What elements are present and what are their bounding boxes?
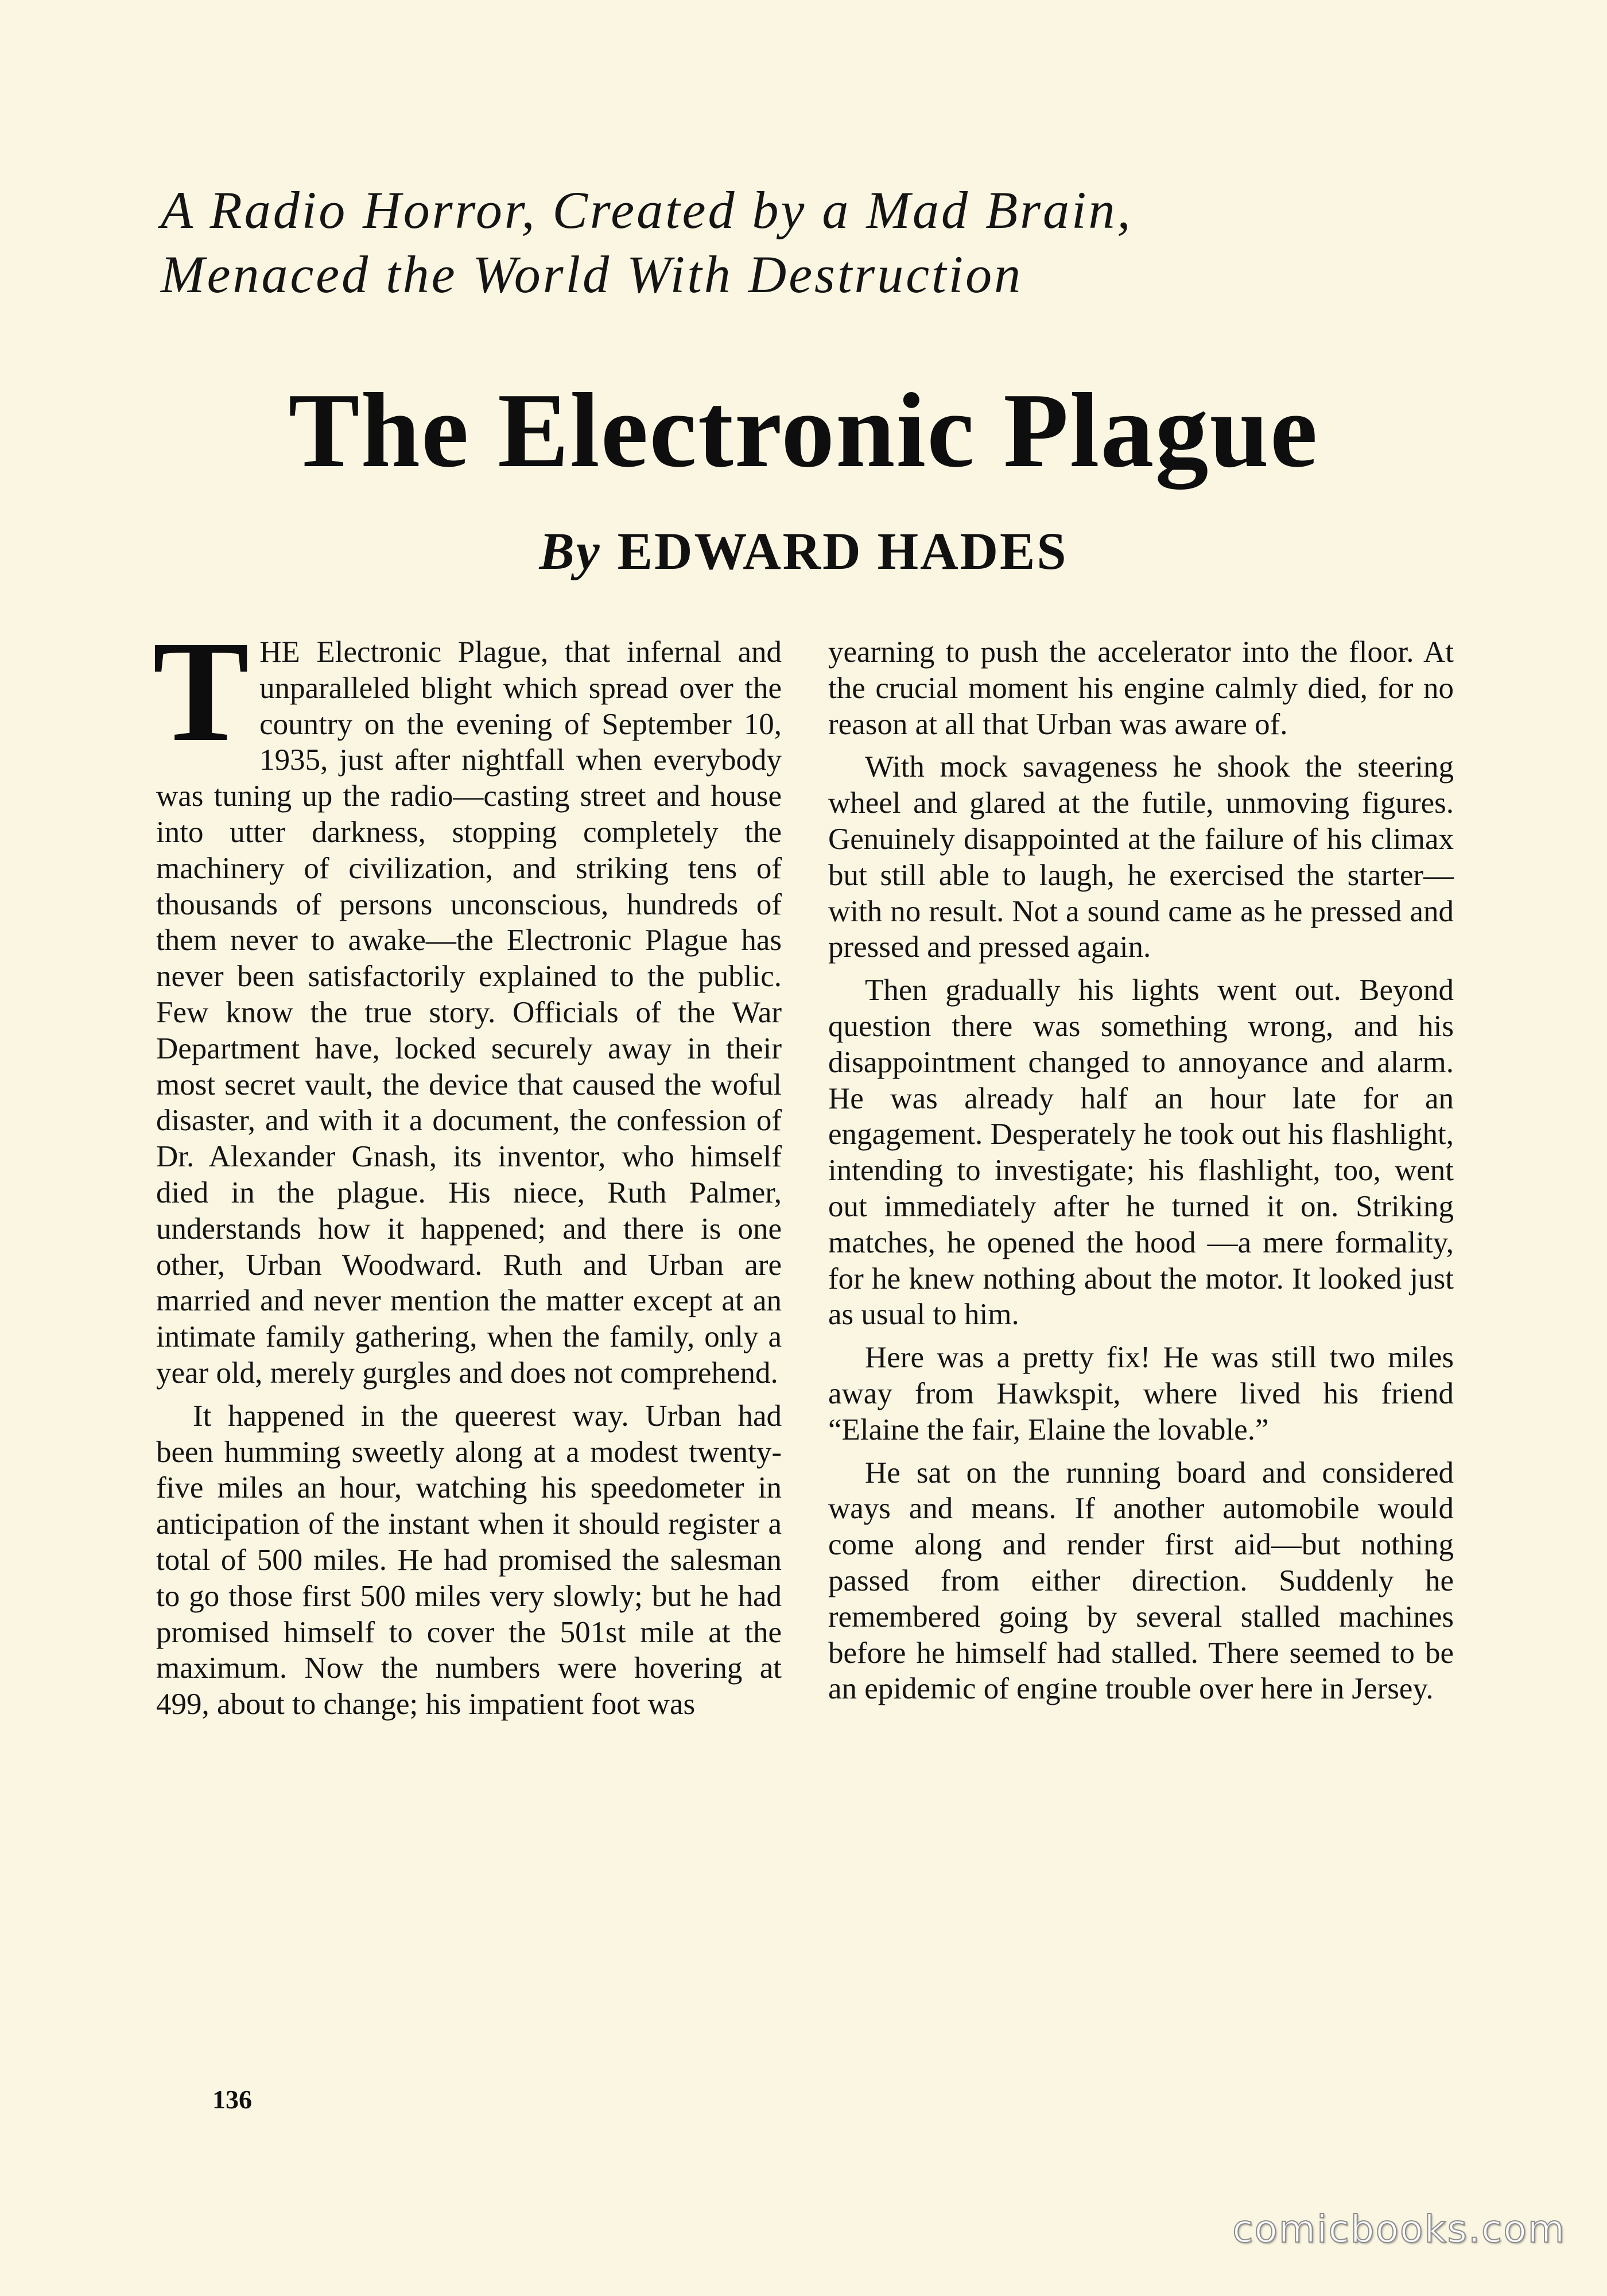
article-paragraph: Then gradually his lights went out. Beyond question there was something wrong, and his disappointment changed to annoyance and alarm. He was already half an hour late for an engagement. Desperately he took out his flashlight, intending to investigate; his flashlight, too, went out immediately after he turned it on. Striking matches, he opened the hood —a mere formality, for he knew nothing about the motor. It looked just as usual to him.: [828, 974, 1454, 1332]
byline-author: EDWARD HADES: [617, 522, 1068, 580]
article-paragraph: yearning to push the accelerator into the floor. At the crucial moment his engine calmly died, for no reason at all that Urban was aware of.: [828, 635, 1454, 741]
article-paragraph: [153, 611, 782, 1391]
page-title: The Electronic Plague: [288, 371, 1319, 490]
page-number: 136: [212, 2085, 252, 2114]
article-paragraph: With mock savageness he shook the steering wheel and glared at the futile, unmoving figures. Genuinely disappointed at the failure of his climax but still able to laugh, he exercised the starter—with no result. Not a sound came as he pressed and pressed and pressed again.: [828, 750, 1454, 964]
byline: [0, 519, 1607, 583]
watermark: comicbooks.com: [1232, 2207, 1566, 2251]
article-paragraph: It happened in the queerest way. Urban had been humming sweetly along at a modest twenty-five miles an hour, watching his speedometer in anticipation of the instant when it should register a total of 500 miles. He had promised the salesman to go those first 500 miles very slowly; but he had promised himself to cover the 501st mile at the maximum. Now the numbers were hovering at 499, about to change; his impatient foot was: [156, 1399, 782, 1721]
subtitle-line-1: A Radio Horror, Created by a Mad Brain,: [161, 181, 1133, 239]
article-paragraph: Here was a pretty fix! He was still two miles away from Hawkspit, where lived his friend “Elaine the fair, Elaine the lovable.”: [828, 1341, 1454, 1446]
article-paragraph: He sat on the running board and considered ways and means. If another automobile would come along and render first aid—but nothing passed from either direction. Suddenly he remembered going by several stalled machines before he himself had stalled. There seemed to be an epidemic of engine trouble over here in Jersey.: [828, 1456, 1454, 1706]
article-column-right: [828, 634, 1454, 1714]
paragraph-text: HE Electronic Plague, that infernal and unparalleled blight which spread over the country on the evening of September 10, 1935, just after nightfall when everybody was tuning up the radio—casting street and house into utter darkness, stopping completely the machinery of civilization, and striking tens of thousands of persons unconscious, hundreds of them never to awake—the Electronic Plague has never been satisfactorily explained to the public. Few know the true story. Officials of the War Department have, locked securely away in their most secret vault, the device that caused the woful disaster, and with it a document, the confession of Dr. Alexander Gnash, its inventor, who himself died in the plague. His niece, Ruth Palmer, understands how it happened; and there is one other, Urban Woodward. Ruth and Urban are married and never mention the matter except at an intimate family gathering, when the family, only a year old, merely gurgles and does not comprehend.: [156, 635, 782, 1390]
byline-by: By: [539, 522, 601, 580]
subtitle: [161, 178, 1481, 307]
drop-cap: T: [153, 611, 250, 771]
article-column-left: [153, 611, 782, 1729]
subtitle-line-2: Menaced the World With Destruction: [161, 245, 1023, 304]
